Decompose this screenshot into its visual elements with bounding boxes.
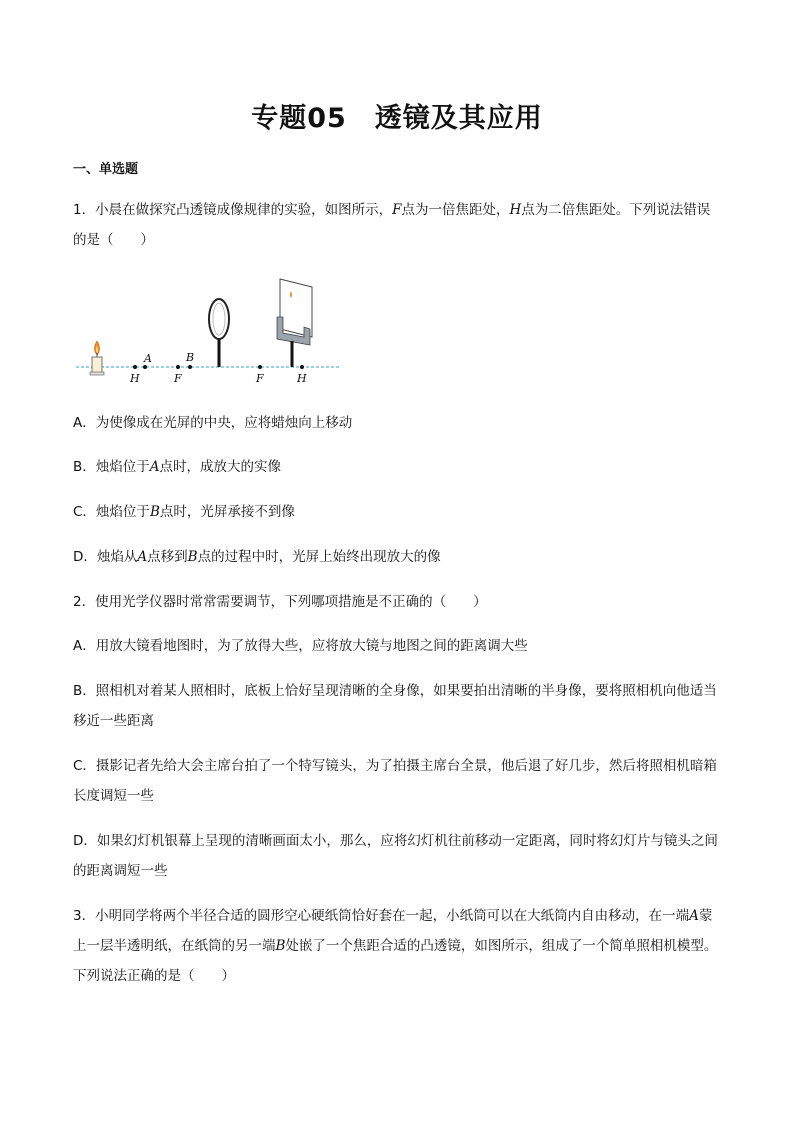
question-3-stem: [73, 901, 723, 991]
q2-option-b: B．照相机对着某人照相时，底板上恰好呈现清晰的全身像，如果要拍出清晰的半身像，要将照相机向他适当移近一些距离: [73, 683, 717, 729]
q2-option-d: D．如果幻灯机银幕上呈现的清晰画面太小，那么，应将幻灯机往前移动一定距离，同时将幻灯片与镜头之间的距离调短一些: [73, 833, 718, 879]
question-2-stem: 2．使用光学仪器时常常需要调节，下列哪项措施是不正确的（ ）: [73, 594, 487, 610]
q3-var-b: B: [275, 938, 286, 954]
label-a: A: [144, 352, 152, 365]
label-h-left: H: [130, 372, 140, 385]
q1-option-d-post: 点的过程中时，光屏上始终出现放大的像: [197, 549, 441, 565]
q1-option-c-pre: C．烛焰位于: [73, 504, 150, 520]
q1-option-d-var2: B: [187, 549, 198, 565]
convex-lens-icon: [209, 299, 229, 367]
point-f-right: [258, 365, 262, 369]
q1-option-c: [73, 497, 723, 527]
q1-option-b-pre: B．烛焰位于: [73, 459, 150, 475]
q1-var-h: H: [509, 202, 522, 218]
q1-option-b-var: A: [149, 459, 160, 475]
point-h-right: [300, 365, 304, 369]
q1-text-pre: 1．小晨在做探究凸透镜成像规律的实验，如图所示，: [73, 202, 393, 218]
label-b: B: [186, 351, 195, 364]
point-a: [143, 365, 147, 369]
q3-var-a: A: [689, 908, 699, 924]
q1-option-d-var1: A: [137, 549, 148, 565]
q1-option-c-post: 点时，光屏承接不到像: [159, 504, 295, 520]
q3-text-mid: 蒙上一层半透明纸，在纸筒的另一端: [73, 908, 713, 954]
point-b: [188, 365, 192, 369]
light-screen-icon: [277, 279, 312, 367]
q1-var-f: F: [392, 202, 402, 218]
q1-text-mid: 点为一倍焦距处，: [401, 202, 510, 218]
page-title: 专题05 透镜及其应用: [251, 103, 543, 134]
q1-text-post: 点为二倍焦距处。下列说法错误的是（ ）: [73, 202, 711, 248]
candle-icon: [90, 341, 104, 375]
section-heading: 一、单选题: [73, 162, 139, 177]
label-f-left: F: [174, 372, 182, 385]
point-f-left: [176, 365, 180, 369]
q1-option-d: [73, 542, 723, 572]
label-h-right: H: [297, 372, 307, 385]
q1-option-a: A．为使像成在光屏的中央，应将蜡烛向上移动: [73, 415, 353, 431]
q3-text-post: 处嵌了一个焦距合适的凸透镜，如图所示，组成了一个简单照相机模型。下列说法正确的是（ ）: [73, 938, 718, 984]
q1-option-d-pre: D．烛焰从: [73, 549, 138, 565]
q2-option-c: C．摄影记者先给大会主席台拍了一个特写镜头，为了拍摄主席台全景，他后退了好几步，然后将照相机暗箱长度调短一些: [73, 758, 717, 804]
q3-text-pre: 3．小明同学将两个半径合适的圆形空心硬纸筒恰好套在一起，小纸筒可以在大纸筒内自由移动，在一端: [73, 908, 690, 924]
point-h-left: [133, 365, 137, 369]
q1-option-d-mid: 点移到: [147, 549, 188, 565]
q1-option-c-var: B: [149, 504, 160, 520]
q2-option-a: A．用放大镜看地图时，为了放得大些，应将放大镜与地图之间的距离调大些: [73, 638, 528, 654]
q1-option-b-post: 点时，成放大的实像: [159, 459, 282, 475]
label-f-right: F: [256, 372, 264, 385]
lens-experiment-figure: [72, 245, 344, 387]
q1-option-b: [73, 452, 723, 482]
